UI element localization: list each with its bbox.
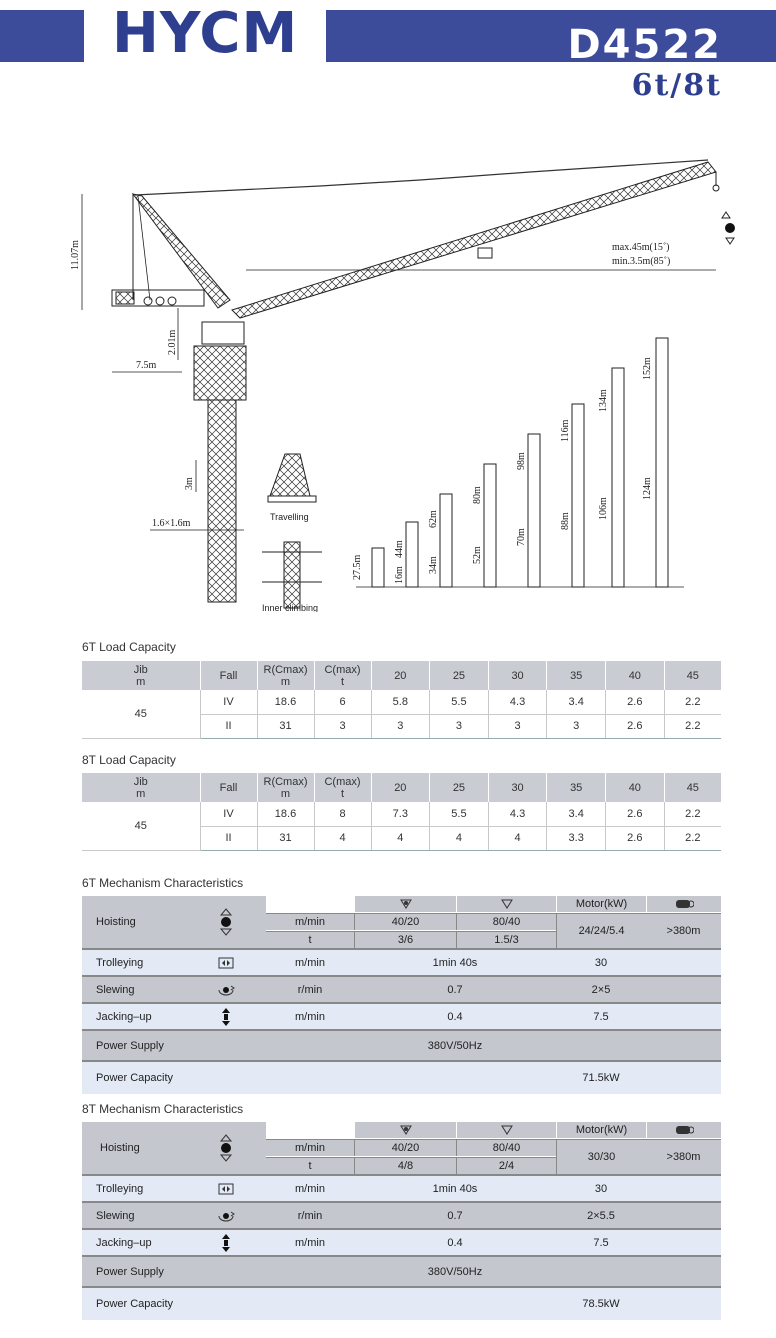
jacking-label: Jacking–up	[96, 1010, 152, 1023]
hoisting-icon	[216, 896, 236, 948]
power-capacity-value: 78.5kW	[582, 1298, 620, 1310]
power-capacity-label: Power Capacity	[96, 1298, 174, 1310]
header-cmax: C(max) t	[314, 661, 371, 690]
motor-header: Motor(kW)	[556, 1122, 646, 1138]
header-radius: 30	[488, 773, 547, 802]
trolleying-label: Trolleying	[96, 1182, 144, 1195]
load-cell: 4.3	[488, 802, 547, 826]
trolleying-motor: 30	[594, 956, 608, 969]
trolleying-unit: m/min	[295, 956, 325, 969]
height-label: 152m	[642, 357, 653, 380]
speed-icon	[456, 1122, 556, 1138]
hoisting-speed-1: 40/20	[354, 1139, 456, 1156]
height-label: 134m	[598, 389, 609, 412]
load-cell: 7.3	[371, 802, 430, 826]
load-cell: 5.5	[430, 802, 489, 826]
hoisting-motor: 24/24/5.4	[556, 913, 646, 948]
height-label: 16m	[394, 566, 405, 584]
hoisting-row	[82, 896, 721, 948]
header-radius: 20	[371, 661, 430, 690]
load-cell: 4.3	[488, 690, 547, 714]
height-label: 70m	[516, 528, 527, 546]
mech8-title: 8T Mechanism Characteristics	[82, 1102, 244, 1116]
capacity-subtitle: 6t/8t	[631, 68, 722, 103]
crane-drawing	[0, 150, 776, 612]
power-capacity-row	[82, 1286, 721, 1320]
header-fall: Fall	[200, 773, 257, 802]
load-cell: 4	[488, 826, 547, 850]
load-cell: 2.2	[664, 714, 721, 738]
hoisting-load-2: 2/4	[456, 1157, 556, 1174]
fall-value: IV	[200, 690, 257, 714]
power-supply-label: Power Supply	[96, 1265, 164, 1278]
load-cell: 5.8	[371, 690, 430, 714]
header-bar-left	[0, 10, 84, 62]
jacking-unit: m/min	[295, 1236, 325, 1249]
brand-logo: HYCM	[112, 1, 299, 66]
jacking-row	[82, 1002, 721, 1029]
height-label: 106m	[598, 497, 609, 520]
load-cell: 4	[371, 826, 430, 850]
load-cell: 3	[547, 714, 606, 738]
header-rc: R(Cmax) m	[257, 661, 314, 690]
hoisting-rope: >380m	[646, 1139, 721, 1174]
load-cell: 3	[430, 714, 489, 738]
jacking-motor: 7.5	[593, 1236, 609, 1249]
trolleying-motor: 30	[594, 1182, 608, 1195]
rc-value: 18.6	[257, 802, 314, 826]
height-label: 27.5m	[352, 554, 363, 580]
trolleying-row	[82, 1174, 721, 1201]
jacking-row	[82, 1228, 721, 1255]
jacking-value: 0.4	[447, 1236, 463, 1249]
power-supply-value: 380V/50Hz	[427, 1265, 483, 1278]
header-cmax: C(max) t	[314, 773, 371, 802]
load-cell: 2.6	[606, 714, 665, 738]
load-cell: 5.5	[430, 690, 489, 714]
fall-value: IV	[200, 802, 257, 826]
speed-icon	[456, 896, 556, 912]
hoisting-speed-1: 40/20	[354, 913, 456, 930]
slewing-icon	[216, 977, 236, 1002]
slewing-value: 0.7	[447, 983, 463, 996]
load-cell: 2.2	[664, 802, 721, 826]
header-radius: 35	[547, 661, 606, 690]
hoisting-unit-load: t	[266, 1157, 354, 1174]
rc-value: 31	[257, 714, 314, 738]
power-supply-row	[82, 1029, 721, 1060]
height-label: 88m	[560, 512, 571, 530]
slewing-value: 0.7	[447, 1209, 463, 1222]
hoisting-load-1: 4/8	[354, 1157, 456, 1174]
height-label: 80m	[472, 486, 483, 504]
trolleying-label: Trolleying	[96, 956, 144, 969]
motor-header: Motor(kW)	[556, 896, 646, 912]
dim-counter: 7.5m	[136, 360, 157, 371]
hoisting-speed-2: 80/40	[456, 1139, 556, 1156]
caption-climbing: Inner climbing	[262, 603, 319, 612]
hoisting-icon	[216, 1122, 236, 1174]
jacking-motor: 7.5	[593, 1010, 609, 1023]
rope-icon	[646, 1122, 721, 1138]
hoisting-unit-speed: m/min	[266, 913, 354, 930]
caption-travelling: Travelling	[270, 512, 309, 522]
fall-value: II	[200, 826, 257, 850]
power-capacity-row	[82, 1060, 721, 1094]
fall-value: II	[200, 714, 257, 738]
height-label: 44m	[394, 540, 405, 558]
power-capacity-value: 71.5kW	[582, 1072, 620, 1084]
dim-min-radius: min.3.5m(85˚)	[612, 256, 671, 267]
dim-cab: 2.01m	[167, 329, 178, 355]
power-supply-row	[82, 1255, 721, 1286]
height-label: 98m	[516, 452, 527, 470]
hoisting-label: Hoisting	[100, 1142, 140, 1154]
header-radius: 20	[371, 773, 430, 802]
cmax-value: 8	[314, 802, 371, 826]
header-radius: 30	[488, 661, 547, 690]
jacking-label: Jacking–up	[96, 1236, 152, 1249]
load6-title: 6T Load Capacity	[82, 640, 176, 654]
slewing-icon	[216, 1203, 236, 1228]
load-cell: 2.6	[606, 802, 665, 826]
header-radius: 35	[547, 773, 606, 802]
hoisting-unit-load: t	[266, 931, 354, 948]
slewing-row	[82, 975, 721, 1002]
jacking-icon	[216, 1230, 236, 1255]
load-cell: 2.2	[664, 690, 721, 714]
header-bar-right	[326, 10, 776, 68]
load-cell: 3.4	[547, 690, 606, 714]
power-supply-label: Power Supply	[96, 1039, 164, 1052]
trolleying-row	[82, 948, 721, 975]
speed-icon	[354, 1122, 456, 1138]
hoisting-motor: 30/30	[556, 1139, 646, 1174]
slewing-label: Slewing	[96, 983, 135, 996]
hoisting-row	[82, 1122, 721, 1174]
header-radius: 45	[664, 661, 721, 690]
load-cell: 3	[371, 714, 430, 738]
hoisting-unit-speed: m/min	[266, 1139, 354, 1156]
slewing-motor: 2×5	[591, 983, 611, 996]
hoisting-rope: >380m	[646, 913, 721, 948]
header-radius: 25	[430, 773, 489, 802]
trolley-icon	[216, 1176, 236, 1201]
trolleying-value: 1min 40s	[432, 956, 478, 969]
height-label: 52m	[472, 546, 483, 564]
dim-base: 1.6×1.6m	[152, 518, 191, 529]
height-label: 34m	[428, 556, 439, 574]
cmax-value: 6	[314, 690, 371, 714]
load-cell: 3	[488, 714, 547, 738]
mech6-table	[82, 896, 721, 1094]
header-jib: Jib m	[82, 773, 200, 802]
jib-value: 45	[82, 690, 200, 738]
load-cell: 4	[430, 826, 489, 850]
jacking-value: 0.4	[447, 1010, 463, 1023]
mech8-table	[82, 1122, 721, 1320]
load-cell: 2.6	[606, 826, 665, 850]
model-title: D4522	[567, 22, 722, 68]
dim-max-radius: max.45m(15˚)	[612, 242, 670, 253]
hoisting-label: Hoisting	[96, 916, 136, 928]
trolley-icon	[216, 950, 236, 975]
jacking-icon	[216, 1004, 236, 1029]
trolleying-value: 1min 40s	[432, 1182, 478, 1195]
header-radius: 45	[664, 773, 721, 802]
header-rc: R(Cmax) m	[257, 773, 314, 802]
header-jib: Jib m	[82, 661, 200, 690]
rc-value: 18.6	[257, 690, 314, 714]
jacking-unit: m/min	[295, 1010, 325, 1023]
height-label: 116m	[560, 419, 571, 442]
header-fall: Fall	[200, 661, 257, 690]
load8-title: 8T Load Capacity	[82, 753, 176, 767]
cmax-value: 3	[314, 714, 371, 738]
slewing-label: Slewing	[96, 1209, 135, 1222]
header-radius: 25	[430, 661, 489, 690]
header-radius: 40	[606, 773, 665, 802]
slewing-unit: r/min	[297, 983, 323, 996]
height-label: 62m	[428, 510, 439, 528]
speed-icon	[354, 896, 456, 912]
rc-value: 31	[257, 826, 314, 850]
load-cell: 3.3	[547, 826, 606, 850]
height-label: 124m	[642, 477, 653, 500]
load-cell: 3.4	[547, 802, 606, 826]
load8-table	[82, 773, 721, 851]
power-supply-value: 380V/50Hz	[427, 1039, 483, 1052]
load-cell: 2.6	[606, 690, 665, 714]
hoisting-load-1: 3/6	[354, 931, 456, 948]
dim-height: 11.07m	[70, 240, 81, 270]
hoisting-load-2: 1.5/3	[456, 931, 556, 948]
header-radius: 40	[606, 661, 665, 690]
load-cell: 2.2	[664, 826, 721, 850]
jib-value: 45	[82, 802, 200, 850]
slewing-motor: 2×5.5	[587, 1209, 615, 1222]
slewing-unit: r/min	[297, 1209, 323, 1222]
slewing-row	[82, 1201, 721, 1228]
power-capacity-label: Power Capacity	[96, 1072, 174, 1084]
trolleying-unit: m/min	[295, 1182, 325, 1195]
cmax-value: 4	[314, 826, 371, 850]
load6-table	[82, 661, 721, 739]
hoisting-speed-2: 80/40	[456, 913, 556, 930]
rope-icon	[646, 896, 721, 912]
mech6-title: 6T Mechanism Characteristics	[82, 876, 244, 890]
dim-section: 3m	[184, 477, 195, 490]
